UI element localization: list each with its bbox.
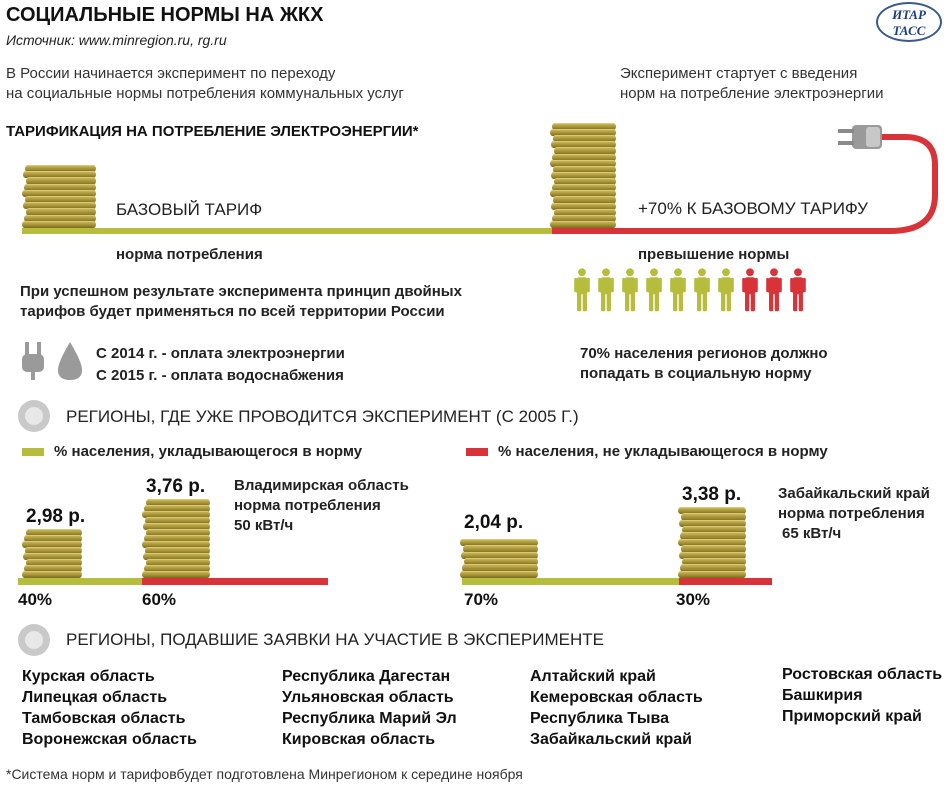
region-list-item: Ульяновская область (282, 689, 454, 706)
intro-right: Эксперимент стартует с введения норм на потребление электроэнергии (620, 65, 884, 102)
region2-split-bar (462, 578, 772, 585)
plug-icon (838, 125, 882, 149)
region2-pct-out: 30% (676, 590, 711, 609)
coin (550, 221, 616, 228)
coin (460, 571, 538, 578)
intro-left: В России начинается эксперимент по переходу на социальные нормы потребления коммунальных услуг (6, 65, 404, 102)
person-in-norm-icon (620, 268, 640, 312)
region1-info: Владимирская область норма потребления 50 кВт/ч (234, 477, 409, 534)
population-text: 70% населения регионов должно попадать в социальную норму (580, 345, 828, 382)
applications-col3 (530, 666, 703, 750)
region-list-item: Республика Тыва (530, 710, 670, 727)
region-list-item: Курская область (22, 668, 155, 685)
region2-price-low: 2,04 р. (464, 512, 524, 533)
region-list-item: Приморский край (782, 708, 922, 725)
region-list-item: Кемеровская область (530, 689, 703, 706)
region1-pct-in: 40% (18, 590, 53, 609)
region-list-item: Тамбовская область (22, 710, 186, 727)
region-list-item: Воронежская область (22, 731, 197, 748)
region2-info: Забайкальский край норма потребления 65 кВт/ч (778, 485, 930, 542)
region2-coins-high (680, 508, 746, 578)
person-over-norm-icon (740, 268, 760, 312)
experiment-heading: РЕГИОНЫ, ГДЕ УЖЕ ПРОВОДИТСЯ ЭКСПЕРИМЕНТ (С 2005 Г.) (66, 407, 579, 426)
region-list-item: Ростовская область (782, 666, 943, 683)
region1-split-bar (18, 578, 328, 585)
region1-pct-out: 60% (142, 590, 177, 609)
in-norm-segment (18, 578, 142, 585)
over-norm-segment (679, 578, 772, 585)
region1-coins-low (24, 530, 82, 578)
utility-icons (18, 340, 88, 382)
footnote: *Система норм и тарифовбудет подготовлена Минрегионом к середине ноября (6, 766, 523, 782)
region1-price-high: 3,76 р. (146, 476, 206, 497)
region1-price-low: 2,98 р. (26, 506, 86, 527)
applications-col2 (282, 666, 457, 750)
coin (22, 571, 82, 578)
coin (678, 571, 746, 578)
in-norm-segment (462, 578, 679, 585)
plug-small-icon (22, 342, 44, 380)
base-tariff-line (22, 228, 552, 234)
legend-in-label: % населения, укладывающегося в норму (54, 443, 363, 460)
region-list-item: Липецкая область (22, 689, 168, 706)
legend-out-label: % населения, не укладывающегося в норму (498, 443, 828, 460)
base-tariff-label: БАЗОВЫЙ ТАРИФ (116, 200, 263, 219)
population-figures (572, 268, 812, 332)
region2-coins-low (462, 540, 538, 578)
region-list-item: Алтайский край (530, 668, 656, 685)
norm-label: норма потребления (116, 246, 263, 263)
region-list-item: Республика Марий Эл (282, 710, 457, 727)
person-over-norm-icon (788, 268, 808, 312)
principle-text: При успешном результате эксперимента принцип двойных тарифов будет применяться по всей территории России (20, 283, 462, 320)
region1-coins-high (144, 500, 210, 578)
person-in-norm-icon (572, 268, 592, 312)
applications-col4 (782, 664, 942, 727)
legend-green-swatch (22, 448, 44, 456)
region2-price-high: 3,38 р. (682, 484, 742, 505)
coin (142, 571, 210, 578)
tariff-heading: ТАРИФИКАЦИЯ НА ПОТРЕБЛЕНИЕ ЭЛЕКТРОЭНЕРГИИ* (6, 123, 419, 140)
person-in-norm-icon (596, 268, 616, 312)
person-in-norm-icon (668, 268, 688, 312)
applications-heading: РЕГИОНЫ, ПОДАВШИЕ ЗАЯВКИ НА УЧАСТИЕ В ЭКСПЕРИМЕНТЕ (66, 630, 604, 649)
page-title: СОЦИАЛЬНЫЕ НОРМЫ НА ЖКХ (6, 4, 324, 26)
region-list-item: Башкирия (782, 687, 863, 704)
plus-tariff-label: +70% К БАЗОВОМУ ТАРИФУ (638, 199, 868, 218)
year-2014: С 2014 г. - оплата электроэнергии (96, 345, 345, 362)
coin (22, 221, 96, 228)
socket-icon (18, 624, 50, 656)
person-over-norm-icon (764, 268, 784, 312)
over-norm-segment (142, 578, 328, 585)
person-in-norm-icon (692, 268, 712, 312)
person-in-norm-icon (716, 268, 736, 312)
region-list-item: Забайкальский край (530, 731, 692, 748)
applications-col1 (22, 666, 197, 750)
coin-stack-base (24, 166, 96, 228)
coin-stack-plus (552, 124, 616, 228)
region2-pct-in: 70% (464, 590, 499, 609)
source-line: Источник: www.minregion.ru, rg.ru (6, 32, 227, 48)
excess-label: превышение нормы (638, 246, 790, 263)
socket-icon (18, 400, 50, 432)
itar-tass-logo: ИТАР ТАСС (876, 2, 942, 42)
water-drop-icon (58, 342, 82, 380)
region-list-item: Кировская область (282, 731, 436, 748)
legend-red-swatch (466, 448, 488, 456)
region-list-item: Республика Дагестан (282, 668, 451, 685)
person-in-norm-icon (644, 268, 664, 312)
year-2015: С 2015 г. - оплата водоснабжения (96, 367, 344, 384)
tariff-line-graphic (0, 125, 948, 245)
